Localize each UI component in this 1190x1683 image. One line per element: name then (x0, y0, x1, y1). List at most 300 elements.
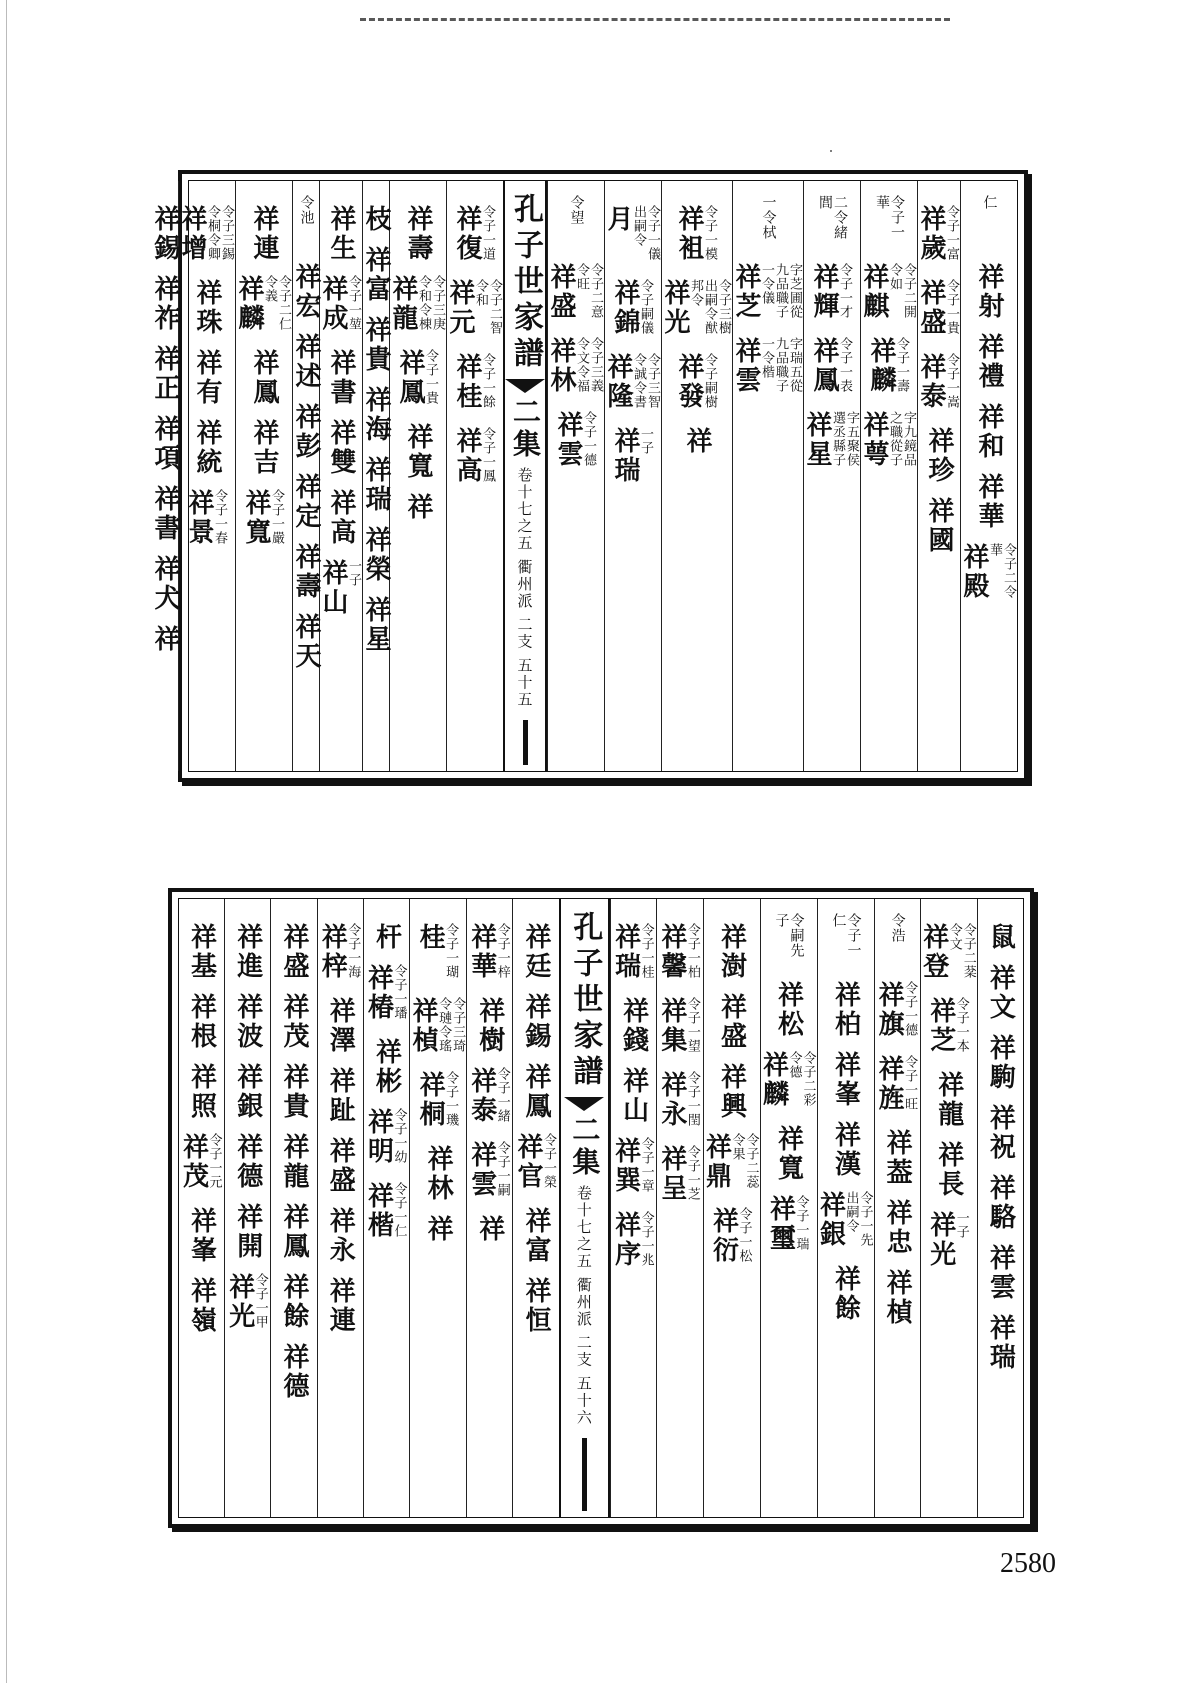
genealogy-entry (186, 1207, 217, 1265)
annotation-note: 令子一瑚 (443, 923, 459, 979)
genealogy-entry (152, 345, 178, 403)
genealogy-entry (466, 1141, 511, 1203)
person-name: 祥馨 (656, 923, 687, 981)
genealogy-entry (716, 1063, 747, 1121)
annotation-note: 字芝圃從九品職子一令儀 (759, 263, 802, 319)
person-name: 祥鼎 (701, 1133, 732, 1191)
person-name: 祥高 (326, 489, 356, 547)
person-name: 祥雙 (326, 419, 356, 477)
genealogy-entry (363, 596, 389, 654)
title-stack (505, 181, 545, 771)
person-name: 祥光 (224, 1273, 255, 1331)
genealogy-entry (811, 263, 853, 325)
person-name: 祥長 (933, 1141, 964, 1199)
genealogy-entry (605, 353, 661, 415)
genealogy-column (977, 899, 1023, 1517)
genealogy-entry (555, 411, 597, 473)
person-name: 祥生 (326, 205, 356, 263)
person-name: 祥松 (773, 981, 804, 1039)
annotation-note: 令子一桂 (638, 923, 654, 979)
person-name: 杆 (371, 923, 402, 952)
person-name: 祥茂 (279, 993, 310, 1051)
column-stack (961, 181, 1017, 617)
genealogy-entry (925, 997, 970, 1059)
person-name: 祥瑞 (610, 427, 640, 485)
genealogy-column (732, 181, 803, 771)
person-name: 祥德 (279, 1343, 310, 1401)
person-name: 祥呈 (656, 1145, 687, 1203)
genealogy-entry (676, 195, 718, 267)
person-name: 祥鳳 (279, 1203, 310, 1261)
person-name: 祥殿 (959, 543, 989, 601)
genealogy-entry (365, 1108, 407, 1170)
person-name: 祥龍 (388, 275, 418, 333)
genealogy-column (270, 899, 316, 1517)
person-name: 祥項 (150, 415, 180, 473)
continuation-note: 令浩 (889, 913, 906, 943)
annotation-note: 令子一表 (837, 337, 852, 393)
annotation-note: 令子一嵩 (944, 353, 959, 409)
genealogy-column (960, 181, 1017, 771)
column-stack (236, 181, 292, 563)
genealogy-entry (363, 246, 389, 304)
person-name: 祥錫 (520, 993, 551, 1051)
annotation-note: 令子三琦令璉令瑤 (436, 997, 466, 1053)
person-name: 祥集 (656, 997, 687, 1055)
annotation-note: 令子一梓 (494, 923, 510, 979)
person-name: 祥禮 (974, 333, 1004, 391)
genealogy-entry (232, 913, 263, 981)
genealogy-entry (918, 913, 977, 985)
genealogy-entry (918, 353, 960, 415)
person-name: 祥楷 (363, 1182, 394, 1240)
annotation-note: 令子三樹出嗣令猷邦令 (688, 279, 731, 335)
center-title-column (559, 899, 610, 1517)
genealogy-entry (328, 195, 354, 263)
person-name: 祥高 (452, 427, 482, 485)
person-name: 祥錢 (618, 997, 649, 1055)
column-grid (150, 180, 1018, 772)
annotation-note: 令子一本 (953, 997, 969, 1053)
annotation-note: 令子二仁令義 (262, 275, 291, 331)
genealogy-entry (612, 427, 654, 489)
person-name: 祥宏 (291, 263, 321, 321)
person-name: 祥元 (445, 279, 475, 337)
genealogy-entry (676, 353, 718, 415)
genealogy-entry (232, 1133, 263, 1191)
page-number: 2580 (1000, 1548, 1056, 1579)
person-name: 祥鳳 (249, 349, 279, 407)
person-name: 祥茂 (178, 1133, 209, 1191)
person-name: 祥澍 (716, 923, 747, 981)
genealogy-entry (684, 427, 710, 456)
person-name: 祥永 (325, 1207, 356, 1265)
genealogy-entry (251, 349, 277, 407)
person-name: 祥林 (423, 1145, 454, 1203)
genealogy-entry (279, 913, 310, 981)
person-name: 祥寬 (403, 423, 433, 481)
person-name: 祥 (682, 427, 712, 456)
column-stack (363, 181, 389, 666)
genealogy-entry (293, 403, 319, 461)
person-name: 祥樹 (474, 997, 505, 1055)
genealogy-entry (882, 1269, 913, 1327)
annotation-note: 令子一幼 (391, 1108, 407, 1164)
person-name: 祥射 (974, 263, 1004, 321)
continuation-note: 令嗣先子 (773, 913, 805, 958)
genealogy-column (152, 181, 178, 771)
genealogy-column (547, 181, 604, 771)
genealogy-entry (325, 1067, 356, 1125)
genealogy-entry (830, 981, 861, 1039)
genealogy-entry (371, 1038, 402, 1096)
annotation-note: 令子一仁 (391, 1182, 407, 1238)
annotation-note: 令子一鳳 (480, 427, 495, 483)
genealogy-entry (251, 195, 277, 263)
genealogy-entry (423, 1145, 454, 1203)
genealogy-column (610, 899, 656, 1517)
annotation-note: 令子一旺 (902, 1055, 918, 1111)
genealogy-entry (882, 1129, 913, 1187)
person-name: 祥椿 (363, 964, 394, 1022)
genealogy-entry (279, 1133, 310, 1191)
person-name: 祥永 (656, 1071, 687, 1129)
genealogy-entry (976, 263, 1002, 321)
genealogy-entry (417, 1071, 459, 1133)
genealogy-column (917, 181, 960, 771)
annotation-note: 令子一貴 (944, 279, 959, 335)
genealogy-entry (512, 1133, 557, 1195)
person-name: 祥國 (924, 497, 954, 555)
annotation-note: 令子二智令和 (473, 279, 502, 335)
person-name: 祥書 (326, 349, 356, 407)
person-name: 祥芝 (925, 997, 956, 1055)
annotation-note: 令子一壽 (894, 337, 909, 393)
person-name: 祥盛 (325, 1137, 356, 1195)
genealogy-column (317, 899, 363, 1517)
genealogy-entry (365, 964, 407, 1026)
person-name: 祥泰 (466, 1067, 497, 1125)
genealogy-column (178, 181, 235, 771)
person-name: 祥雲 (553, 411, 583, 469)
person-name: 祥瑞 (361, 456, 391, 514)
person-name: 祥官 (512, 1133, 543, 1191)
genealogy-entry (194, 349, 220, 407)
genealogy-entry (319, 913, 361, 985)
column-stack (179, 899, 224, 1347)
annotation-note: 字瑞五從九品職子一令楷 (759, 337, 802, 393)
person-name: 祥成 (318, 275, 348, 333)
person-name: 祥根 (186, 993, 217, 1051)
genealogy-entry (830, 1121, 861, 1179)
genealogy-entry (447, 279, 503, 341)
center-rule (582, 1438, 587, 1511)
genealogy-column (604, 181, 661, 771)
person-name: 祥華 (974, 473, 1004, 531)
title-stack (561, 899, 608, 1517)
genealogy-entry (293, 333, 319, 391)
annotation-note: 令子一閏 (684, 1071, 700, 1127)
genealogy-entry (293, 473, 319, 531)
genealogy-entry (474, 997, 505, 1055)
genealogy-entry (232, 993, 263, 1051)
genealogy-entry (861, 411, 917, 473)
genealogy-entry (548, 263, 604, 325)
person-name: 祥麟 (234, 275, 264, 333)
person-name: 祥嶺 (186, 1277, 217, 1335)
person-name: 祥隆 (603, 353, 633, 411)
annotation-note: 令子二令華 (987, 543, 1016, 599)
genealogy-entry (985, 1244, 1016, 1302)
annotation-note: 令子二意令旺 (574, 263, 603, 319)
genealogy-entry (152, 415, 178, 473)
person-name: 祥麒 (859, 263, 889, 321)
person-name: 祥巽 (610, 1137, 641, 1195)
person-name: 祥銀 (815, 1191, 846, 1249)
annotation-note: 令子一春 (212, 489, 227, 545)
person-name: 祥 (423, 1215, 454, 1244)
column-stack (410, 899, 466, 1256)
person-name: 祥定 (291, 473, 321, 531)
column-stack (605, 181, 661, 501)
genealogy-column (860, 181, 917, 771)
column-stack (918, 181, 960, 567)
person-name: 祥德 (232, 1133, 263, 1191)
genealogy-block-bottom (168, 888, 1034, 1528)
genealogy-entry (232, 1063, 263, 1121)
genealogy-entry (466, 913, 511, 985)
genealogy-entry (520, 1277, 551, 1335)
annotation-note: 令子一松 (736, 1207, 752, 1263)
continuation-note: 令望 (568, 195, 585, 225)
person-name: 祥 (403, 493, 433, 522)
genealogy-entry (410, 997, 466, 1059)
person-name: 祥芝 (731, 263, 761, 321)
genealogy-column (362, 181, 389, 771)
annotation-note: 令子一富 (944, 205, 959, 261)
person-name: 祥盛 (716, 993, 747, 1051)
column-stack (447, 181, 503, 501)
genealogy-entry (882, 1199, 913, 1257)
genealogy-column (920, 899, 977, 1517)
person-name: 祥進 (232, 923, 263, 981)
genealogy-column (224, 899, 270, 1517)
annotation-note: 令子三義令文令福 (574, 337, 603, 393)
genealogy-entry (293, 543, 319, 601)
continuation-note: 令池 (298, 195, 315, 225)
genealogy-entry (279, 993, 310, 1051)
genealogy-entry (363, 316, 389, 374)
genealogy-entry (861, 263, 917, 325)
column-stack (815, 899, 874, 1335)
person-name: 祥瑞 (985, 1314, 1016, 1372)
genealogy-column (656, 899, 702, 1517)
genealogy-entry (417, 913, 459, 985)
annotation-note: 令子一德 (581, 411, 596, 467)
annotation-note: 令子嗣樹 (702, 353, 717, 409)
genealogy-entry (179, 195, 235, 267)
person-name: 祥星 (361, 596, 391, 654)
column-stack (320, 181, 362, 633)
annotation-note: 令子一元 (206, 1133, 222, 1189)
genealogy-entry (371, 913, 402, 952)
genealogy-entry (548, 337, 604, 399)
genealogy-entry (152, 275, 178, 333)
person-name: 祥璽 (765, 1195, 796, 1253)
continuation-note: 仁 (981, 195, 998, 210)
genealogy-entry (320, 559, 362, 621)
column-stack (271, 899, 316, 1413)
genealogy-entry (985, 1104, 1016, 1162)
annotation-note: 令子二蕊令果 (729, 1133, 759, 1189)
person-name: 祥登 (918, 923, 949, 981)
person-name: 祥萼 (859, 411, 889, 469)
column-stack (513, 899, 558, 1347)
person-name: 祥復 (452, 205, 482, 263)
person-name: 祥袓 (674, 205, 704, 263)
genealogy-entry (423, 1215, 454, 1244)
annotation-note: 字九鏡品之職從子 (887, 411, 916, 467)
person-name: 祥照 (186, 1063, 217, 1121)
genealogy-column (446, 181, 503, 771)
person-name: 祥山 (318, 559, 348, 617)
person-name: 祥 (474, 1215, 505, 1244)
genealogy-entry (236, 275, 292, 337)
person-name: 祥梓 (317, 923, 348, 981)
column-stack (467, 899, 512, 1256)
column-stack (861, 181, 917, 485)
person-name: 祥餘 (279, 1273, 310, 1331)
genealogy-entry (152, 625, 178, 654)
genealogy-entry (325, 1137, 356, 1195)
genealogy-column (760, 899, 817, 1517)
genealogy-entry (618, 1067, 649, 1125)
genealogy-entry (454, 353, 496, 415)
column-stack (318, 899, 363, 1347)
annotation-note: 令子三智令誠令書 (631, 353, 660, 409)
person-name: 鼠 (985, 923, 1016, 952)
genealogy-entry (328, 419, 354, 477)
column-stack (611, 899, 656, 1285)
genealogy-entry (466, 1067, 511, 1129)
annotation-note: 一子 (638, 427, 653, 455)
person-name: 祥連 (249, 205, 279, 263)
genealogy-entry (773, 1125, 804, 1183)
genealogy-entry (976, 403, 1002, 461)
annotation-note: 令子一兆 (638, 1211, 654, 1267)
person-name: 祥山 (618, 1067, 649, 1125)
genealogy-entry (325, 1277, 356, 1335)
annotation-note: 令子二開令如 (887, 263, 916, 319)
annotation-note: 令子一望 (684, 997, 700, 1053)
person-name: 祥海 (361, 386, 391, 444)
genealogy-column (409, 899, 466, 1517)
person-name: 祥 (150, 625, 180, 654)
annotation-note: 令子一才 (837, 263, 852, 319)
person-name: 祥雲 (731, 337, 761, 395)
annotation-note: 令子一嚴 (269, 489, 284, 545)
genealogy-entry (325, 997, 356, 1055)
genealogy-entry (397, 349, 439, 411)
continuation-note: 令子一仁 (830, 913, 862, 958)
annotation-note: 令子一璣 (443, 1071, 459, 1127)
genealogy-entry (765, 1195, 810, 1257)
person-name: 祥正 (150, 345, 180, 403)
person-name: 祥犬 (150, 555, 180, 613)
genealogy-entry (279, 1273, 310, 1331)
genealogy-entry (985, 1314, 1016, 1372)
column-stack (225, 899, 270, 1347)
person-name: 祥漢 (830, 1121, 861, 1179)
genealogy-entry (293, 263, 319, 321)
genealogy-entry (733, 263, 803, 325)
person-name: 祥珠 (192, 279, 222, 337)
person-name: 祥祚 (150, 275, 180, 333)
genealogy-entry (405, 195, 431, 263)
person-name: 祥貴 (279, 1063, 310, 1121)
person-name: 祥恒 (520, 1277, 551, 1335)
genealogy-entry (405, 493, 431, 522)
genealogy-entry (876, 981, 918, 1043)
person-name: 祥旗 (874, 981, 905, 1039)
genealogy-entry (925, 1211, 970, 1273)
annotation-note: 一子 (953, 1211, 969, 1239)
annotation-note: 令子一貴 (423, 349, 438, 405)
genealogy-entry (293, 613, 319, 671)
genealogy-entry (933, 1071, 964, 1129)
genealogy-entry (325, 1207, 356, 1265)
genealogy-entry (758, 1051, 817, 1113)
annotation-note: 令子嗣儀 (638, 279, 653, 335)
person-name: 祥林 (546, 337, 576, 395)
genealogy-entry (926, 497, 952, 555)
genealogy-entry (605, 195, 661, 267)
continuation-note: 二令緒閭 (817, 195, 848, 240)
continuation-note: 令子一華 (874, 195, 905, 240)
annotation-note: 令子一璠 (391, 964, 407, 1020)
annotation-note: 令子一緒 (494, 1067, 510, 1123)
annotation-note: 令子一道 (480, 205, 495, 261)
genealogy-entry (811, 337, 853, 399)
person-name: 祥光 (925, 1211, 956, 1269)
person-name: 祥駱 (985, 1174, 1016, 1232)
person-name: 祥龍 (933, 1071, 964, 1129)
genealogy-column (817, 899, 874, 1517)
genealogy-entry (320, 275, 362, 337)
genealogy-entry (279, 1203, 310, 1261)
person-name: 祥寬 (773, 1125, 804, 1183)
person-name: 祥餘 (830, 1265, 861, 1323)
collection-label: 二集 (568, 1115, 602, 1179)
genealogy-entry (520, 913, 551, 981)
genealogy-column (363, 899, 409, 1517)
annotation-note: 令子一嗣 (494, 1141, 510, 1197)
annotation-note: 一子 (346, 559, 361, 587)
annotation-note: 令子三庚令和令棟 (416, 275, 445, 331)
genealogy-entry (279, 1343, 310, 1401)
genealogy-entry (186, 489, 228, 551)
genealogy-column (179, 899, 224, 1517)
genealogy-entry (708, 1207, 753, 1269)
person-name: 祥龍 (279, 1133, 310, 1191)
genealogy-entry (520, 993, 551, 1051)
person-name: 祥壽 (403, 205, 433, 263)
person-name: 祥泰 (916, 353, 946, 411)
genealogy-entry (773, 981, 804, 1039)
person-name: 枝 (361, 205, 391, 234)
person-name: 祥連 (325, 1277, 356, 1335)
person-name: 祥榮 (361, 526, 391, 584)
